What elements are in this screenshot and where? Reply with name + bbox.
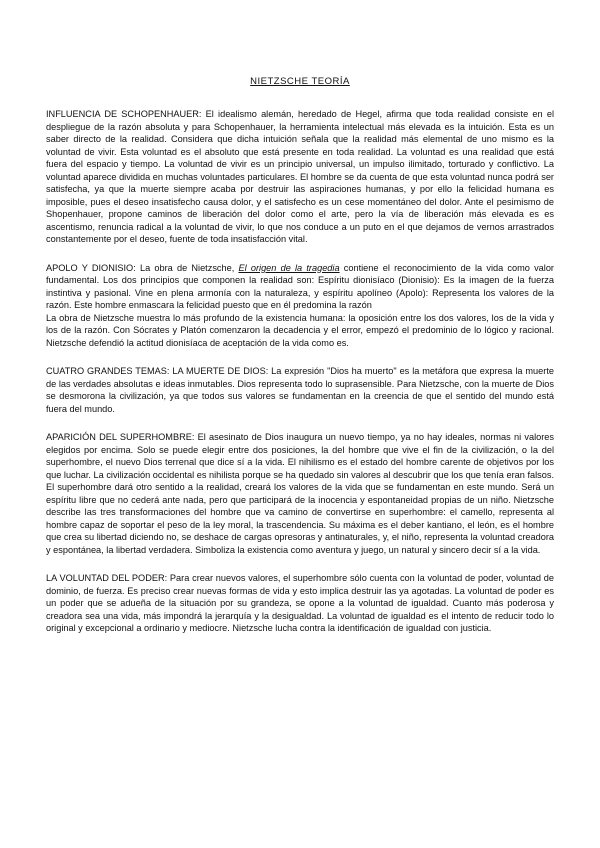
section-superhombre: APARICIÓN DEL SUPERHOMBRE: El asesinato de Dios inaugura un nuevo tiempo, ya no hay ideales, normas ni valores elegidos por encima. Solo se puede elegir entre dos posiciones, la del hombre que vive el fin de la civilización, o la del superhombre, el nuevo Dios terrenal que dice sí a la vida. El nihilismo es el estado del hombre carente de objetivos por los que luchar. La civilización occidental es nihilista porque se ha quedado sin valores al descubrir que los que tenía eran falsos. El superhombre dará otro sentido a la realidad, creará los valores de la vida que se fundamentan en este mundo. Será un espíritu libre que no cederá ante nada, pero que participará de la inocencia y espontaneidad propias de un niño. Nietzsche describe las tres transformaciones del hombre que va camino de convertirse en superhombre: el camello, representa al hombre capaz de soportar el peso de la ley moral, la trascendencia. Su máxima es el deber kantiano, el león, es el hombre que crea su libertad diciendo no, se deshace de cargas opresoras y antinaturales, y, el niño, representa la voluntad creadora y espontánea, la libertad verdadera. Simboliza la existencia como aventura y juego, un natural y sincero decir sí a la vida. [46,432,554,555]
section-schopenhauer: INFLUENCIA DE SCHOPENHAUER: El idealismo alemán, heredado de Hegel, afirma que toda realidad consiste en el despliegue de la razón absoluta y para Schopenhauer, la herramienta intelectual más elevada es la intuición. Esta es un saber directo de la realidad. Considera que dicha intuición señala que la realidad más elemental de uno mismo es la voluntad de vivir. Esta voluntad es el absoluto que está presente en toda realidad. La voluntad es una realidad que está fuera del espacio y tiempo. La voluntad de vivir es un principio universal, un impulso ilimitado, torturado y conflictivo. La voluntad aparece dividida en muchas voluntades particulares. El hombre se da cuenta de que esta voluntad nunca podrá ser satisfecha, ya que la muerte siempre acaba por destruir las aspiraciones humanas, y por ello la felicidad humana es imposible, pues el deseo insatisfecho causa dolor, y el satisfecho es un cese momentáneo del dolor. Ante el pesimismo de Shopenhauer, propone caminos de liberación del dolor como el arte, pero la vía de liberación más elevada es es ascentismo, renuncia radical a la voluntad de vivir, lo que nos conduce a un puto en el que dejamos de vernos arrastrados constantemente por el deseo, fuente de toda insatisfacción vital. [46,109,554,244]
section-apolo-dionisio [46,262,554,312]
page-title: NIETZSCHE TEORÍA [250,76,350,87]
section-apolo-dionisio-continued: La obra de Nietzsche muestra lo más profundo de la existencia humana: la oposición entre los dos valores, los de la vida y los de la razón. Con Sócrates y Platón comenzaron la decadencia y el error, empezó el predominio de lo lógico y racional. Nietzsche defendió la actitud dionisíaca de aceptación de la vida como es. [46,312,554,348]
section-voluntad-de-poder: LA VOLUNTAD DEL PODER: Para crear nuevos valores, el superhombre sólo cuenta con la voluntad de poder, voluntad de dominio, de fuerza. Es preciso crear nuevas formas de vida y esto implica destruir las ya agotadas. La voluntad de poder es un poder que se adueña de la situación por su grandeza, se opone a la voluntad de igualdad. Cuanto más poderosa y creadora sea una vida, más impondrá la jerarquía y la desigualdad. La voluntad de igualdad es el intento de reducir todo lo original y excepcional a ordinario y mediocre. Nietzsche lucha contra la identificación de igualdad con justicia. [46,573,554,633]
apolo-body-text: contiene el reconocimiento de la vida como valor fundamental. Los dos principios que componen la realidad son: Espíritu dionisíaco (Dionisio): Es la imagen de la fuerza instintiva y pasional. Vine en plena armonía con la naturaleza, y espíritu apolíneo (Apolo): Representa los valores de la razón. Este hombre enmascara la felicidad puesto que en él predomina la razón [46,262,554,310]
section-muerte-de-dios: CUATRO GRANDES TEMAS: LA MUERTE DE DIOS: La expresión "Dios ha muerto" es la metáfora que expresa la muerte de las verdades absolutas e ideas inmutables. Dios representa todo lo suprasensible. Para Nietzsche, con la muerte de Dios se desmorona la civilización, ya que todos sus valores se fundamentan en la creencia de que el sentido del mundo está fuera del mundo. [46,366,554,414]
book-title-link: El origen de la tragedia [238,262,340,273]
apolo-intro-text: APOLO Y DIONISIO: La obra de Nietzsche, [46,262,239,273]
document-page [46,76,554,651]
